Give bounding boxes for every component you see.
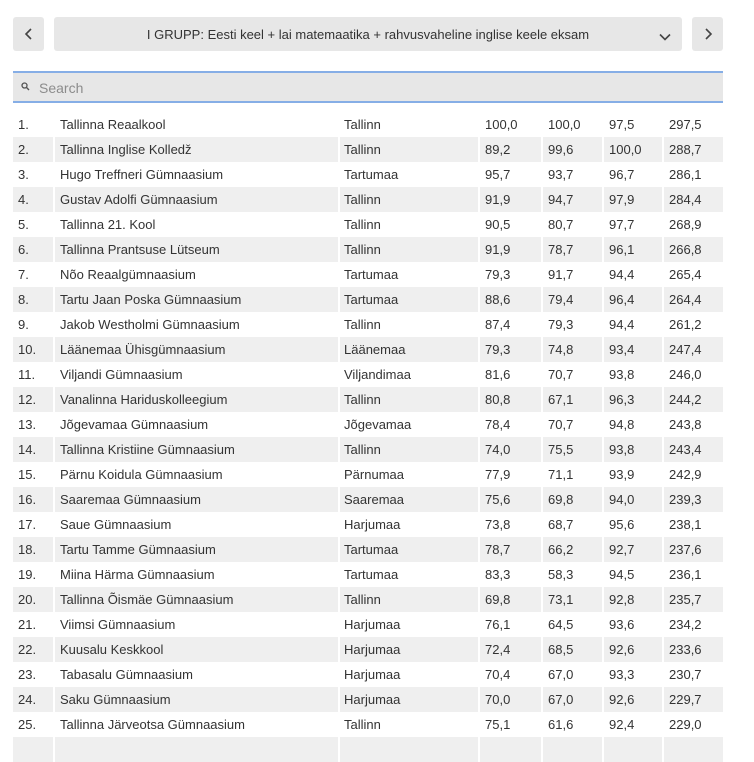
- table-row: [13, 112, 723, 137]
- estonian-score-cell: 79,3: [479, 337, 542, 362]
- estonian-score-cell: 73,8: [479, 512, 542, 537]
- school-name-cell: Nõo Reaalgümnaasium: [54, 262, 339, 287]
- table-row: [13, 587, 723, 612]
- total-score-cell: 236,1: [669, 567, 702, 582]
- county-cell: Tartumaa: [339, 262, 479, 287]
- math-score-cell: 91,7: [542, 262, 603, 287]
- math-score-cell: 61,6: [542, 712, 603, 737]
- table-row: [13, 312, 723, 337]
- estonian-score-cell: 70,4: [479, 662, 542, 687]
- math-score-cell: 99,6: [542, 137, 603, 162]
- county-cell: Tartumaa: [339, 537, 479, 562]
- math-score-cell: 78,7: [542, 237, 603, 262]
- estonian-score-cell: 70,0: [479, 687, 542, 712]
- math-score-cell: 74,8: [542, 337, 603, 362]
- english-score-cell: 92,6: [603, 637, 663, 662]
- total-score-cell: 237,6: [663, 537, 723, 562]
- table-row: [13, 712, 723, 737]
- english-score-cell: 93,8: [603, 362, 663, 387]
- math-score-cell: 66,2: [542, 537, 603, 562]
- county-cell: Viljandimaa: [339, 362, 479, 387]
- rank-cell: 13.: [13, 412, 54, 437]
- english-score-cell: 94,8: [603, 412, 663, 437]
- math-score-cell: 73,1: [542, 587, 603, 612]
- math-score-cell: 100,0: [542, 112, 603, 137]
- english-score-cell: 94,4: [603, 262, 663, 287]
- rank-cell: 21.: [13, 612, 54, 637]
- school-name-cell: Kuusalu Keskkool: [54, 637, 339, 662]
- table-row: [13, 262, 723, 287]
- county-cell: Tallinn: [339, 712, 479, 737]
- table-row: [13, 437, 723, 462]
- total-score-cell: 247,4: [663, 337, 723, 362]
- table-row: [13, 237, 723, 262]
- rank-cell: 17.: [13, 512, 54, 537]
- english-score-cell: 93,3: [603, 662, 663, 687]
- total-score-cell: 261,2: [669, 317, 702, 332]
- math-score-cell: 70,7: [542, 362, 603, 387]
- estonian-score-cell: 83,3: [479, 562, 542, 587]
- english-score-cell: 92,6: [603, 687, 663, 712]
- rank-cell: 4.: [13, 187, 54, 212]
- school-name-cell: Tallinna Reaalkool: [54, 112, 339, 137]
- school-name-cell: Miina Härma Gümnaasium: [54, 562, 339, 587]
- english-score-cell: 92,7: [603, 537, 663, 562]
- county-cell: Harjumaa: [339, 612, 479, 637]
- math-score-cell: 67,1: [542, 387, 603, 412]
- total-score-cell: 286,1: [669, 167, 702, 182]
- english-score-cell: 97,9: [603, 187, 663, 212]
- rank-cell: 11.: [13, 362, 54, 387]
- total-score-cell: 235,7: [663, 587, 723, 612]
- estonian-score-cell: 88,6: [479, 287, 542, 312]
- school-name-cell: Saku Gümnaasium: [54, 687, 339, 712]
- county-cell: Harjumaa: [339, 687, 479, 712]
- school-name-cell: Jakob Westholmi Gümnaasium: [54, 312, 339, 337]
- school-name-cell: Viljandi Gümnaasium: [54, 362, 339, 387]
- english-score-cell: 100,0: [603, 137, 663, 162]
- math-score-cell: 64,5: [542, 612, 603, 637]
- estonian-score-cell: 75,6: [479, 487, 542, 512]
- school-name-cell: Tallinna Järveotsa Gümnaasium: [54, 712, 339, 737]
- math-score-cell: 79,3: [542, 312, 603, 337]
- chevron-down-icon: [659, 29, 671, 44]
- estonian-score-cell: 95,7: [479, 162, 542, 187]
- school-name-cell: Saaremaa Gümnaasium: [54, 487, 339, 512]
- total-score-cell: 266,8: [663, 237, 723, 262]
- english-score-cell: 97,7: [603, 212, 663, 237]
- school-name-cell: Tartu Jaan Poska Gümnaasium: [54, 287, 339, 312]
- rank-cell: 5.: [13, 212, 54, 237]
- results-table-body: [13, 112, 723, 762]
- school-name-cell: Tallinna Kristiine Gümnaasium: [54, 437, 339, 462]
- school-name-cell: Tallinna Inglise Kolledž: [54, 137, 339, 162]
- county-cell: Tartumaa: [339, 162, 479, 187]
- math-score-cell: 67,0: [542, 662, 603, 687]
- total-score-cell: 238,1: [669, 517, 702, 532]
- rank-cell: 16.: [13, 487, 54, 512]
- chevron-right-icon: [703, 28, 713, 40]
- rank-cell: 8.: [13, 287, 54, 312]
- total-score-cell: 242,9: [669, 467, 702, 482]
- county-cell: Harjumaa: [339, 637, 479, 662]
- table-row: [13, 462, 723, 487]
- search-icon: [21, 78, 30, 96]
- school-name-cell: Tabasalu Gümnaasium: [54, 662, 339, 687]
- total-score-cell: 233,6: [663, 637, 723, 662]
- search-input[interactable]: [37, 77, 711, 99]
- english-score-cell: 97,5: [603, 112, 663, 137]
- english-score-cell: 94,0: [603, 487, 663, 512]
- total-score-cell: 234,2: [669, 617, 702, 632]
- table-row: [13, 287, 723, 312]
- math-score-cell: 94,7: [542, 187, 603, 212]
- total-score-cell: 239,3: [663, 487, 723, 512]
- rank-cell: 7.: [13, 262, 54, 287]
- math-score-cell: 80,7: [542, 212, 603, 237]
- rank-cell: 14.: [13, 437, 54, 462]
- math-score-cell: 58,3: [542, 562, 603, 587]
- math-score-cell: 67,0: [542, 687, 603, 712]
- table-row: [13, 337, 723, 362]
- estonian-score-cell: 89,2: [479, 137, 542, 162]
- county-cell: Pärnumaa: [339, 462, 479, 487]
- total-score-cell: 268,9: [669, 217, 702, 232]
- county-cell: Harjumaa: [339, 512, 479, 537]
- rank-cell: 22.: [13, 637, 54, 662]
- school-name-cell: Tallinna 21. Kool: [54, 212, 339, 237]
- total-score-cell: 297,5: [669, 117, 702, 132]
- table-row: [13, 487, 723, 512]
- table-row: [13, 162, 723, 187]
- estonian-score-cell: 80,8: [479, 387, 542, 412]
- estonian-score-cell: 78,7: [479, 537, 542, 562]
- rank-cell: 20.: [13, 587, 54, 612]
- school-name-cell: Tartu Tamme Gümnaasium: [54, 537, 339, 562]
- english-score-cell: 95,6: [603, 512, 663, 537]
- rank-cell: 23.: [13, 662, 54, 687]
- math-score-cell: 69,8: [542, 487, 603, 512]
- estonian-score-cell: 69,8: [479, 587, 542, 612]
- english-score-cell: 93,4: [603, 337, 663, 362]
- math-score-cell: 68,5: [542, 637, 603, 662]
- prev-group-button[interactable]: [13, 17, 44, 51]
- total-score-cell: 243,4: [663, 437, 723, 462]
- school-name-cell: Hugo Treffneri Gümnaasium: [54, 162, 339, 187]
- county-cell: Tallinn: [339, 212, 479, 237]
- county-cell: Tallinn: [339, 312, 479, 337]
- english-score-cell: 93,9: [603, 462, 663, 487]
- school-name-cell: Saue Gümnaasium: [54, 512, 339, 537]
- estonian-score-cell: 76,1: [479, 612, 542, 637]
- math-score-cell: 71,1: [542, 462, 603, 487]
- total-score-cell: 229,0: [669, 717, 702, 732]
- estonian-score-cell: 72,4: [479, 637, 542, 662]
- county-cell: Tallinn: [339, 587, 479, 612]
- table-row: [13, 212, 723, 237]
- school-name-cell: Vanalinna Hariduskolleegium: [54, 387, 339, 412]
- county-cell: Tallinn: [339, 187, 479, 212]
- table-row: [13, 662, 723, 687]
- rank-cell: 25.: [13, 712, 54, 737]
- search-bar: [13, 71, 723, 103]
- county-cell: Tallinn: [339, 237, 479, 262]
- table-row: [13, 137, 723, 162]
- table-row: [13, 387, 723, 412]
- estonian-score-cell: 74,0: [479, 437, 542, 462]
- estonian-score-cell: 79,3: [479, 262, 542, 287]
- total-score-cell: 244,2: [663, 387, 723, 412]
- rank-cell: 15.: [13, 462, 54, 487]
- total-score-cell: 265,4: [669, 267, 702, 282]
- total-score-cell: 264,4: [663, 287, 723, 312]
- estonian-score-cell: 81,6: [479, 362, 542, 387]
- rank-cell: 9.: [13, 312, 54, 337]
- estonian-score-cell: 90,5: [479, 212, 542, 237]
- county-cell: Tartumaa: [339, 287, 479, 312]
- english-score-cell: 94,4: [603, 312, 663, 337]
- table-row: [13, 512, 723, 537]
- table-row: [13, 362, 723, 387]
- english-score-cell: 93,6: [603, 612, 663, 637]
- table-row: [13, 612, 723, 637]
- total-score-cell: 229,7: [663, 687, 723, 712]
- county-cell: Tallinn: [339, 437, 479, 462]
- table-row: [13, 537, 723, 562]
- school-name-cell: Pärnu Koidula Gümnaasium: [54, 462, 339, 487]
- total-score-cell: 288,7: [663, 137, 723, 162]
- chevron-left-icon: [24, 28, 34, 40]
- next-group-button[interactable]: [692, 17, 723, 51]
- school-name-cell: Tallinna Õismäe Gümnaasium: [54, 587, 339, 612]
- table-row: [13, 687, 723, 712]
- english-score-cell: 96,4: [603, 287, 663, 312]
- county-cell: Jõgevamaa: [339, 412, 479, 437]
- estonian-score-cell: 91,9: [479, 187, 542, 212]
- math-score-cell: 70,7: [542, 412, 603, 437]
- english-score-cell: 96,1: [603, 237, 663, 262]
- rank-cell: 10.: [13, 337, 54, 362]
- results-table: [13, 112, 723, 762]
- english-score-cell: 92,8: [603, 587, 663, 612]
- estonian-score-cell: 100,0: [479, 112, 542, 137]
- total-score-cell: 246,0: [669, 367, 702, 382]
- rank-cell: 3.: [13, 162, 54, 187]
- english-score-cell: 92,4: [603, 712, 663, 737]
- group-select-value: I GRUPP: Eesti keel + lai matemaatika + rahvusvaheline inglise keele eksam: [146, 26, 590, 42]
- table-row: [13, 562, 723, 587]
- estonian-score-cell: 75,1: [479, 712, 542, 737]
- math-score-cell: 75,5: [542, 437, 603, 462]
- estonian-score-cell: 78,4: [479, 412, 542, 437]
- table-row: [13, 412, 723, 437]
- school-name-cell: Viimsi Gümnaasium: [54, 612, 339, 637]
- rank-cell: 6.: [13, 237, 54, 262]
- county-cell: Läänemaa: [339, 337, 479, 362]
- total-score-cell: 284,4: [663, 187, 723, 212]
- rank-cell: 1.: [13, 112, 54, 137]
- estonian-score-cell: 87,4: [479, 312, 542, 337]
- school-name-cell: Läänemaa Ühisgümnaasium: [54, 337, 339, 362]
- rank-cell: 2.: [13, 137, 54, 162]
- english-score-cell: 96,3: [603, 387, 663, 412]
- math-score-cell: 93,7: [542, 162, 603, 187]
- county-cell: Tallinn: [339, 137, 479, 162]
- school-name-cell: Jõgevamaa Gümnaasium: [54, 412, 339, 437]
- rank-cell: 19.: [13, 562, 54, 587]
- total-score-cell: 230,7: [669, 667, 702, 682]
- total-score-cell: 243,8: [669, 417, 702, 432]
- estonian-score-cell: 77,9: [479, 462, 542, 487]
- table-row: [13, 637, 723, 662]
- group-select[interactable]: [54, 17, 682, 51]
- math-score-cell: 79,4: [542, 287, 603, 312]
- rank-cell: 24.: [13, 687, 54, 712]
- school-name-cell: Gustav Adolfi Gümnaasium: [54, 187, 339, 212]
- english-score-cell: 94,5: [603, 562, 663, 587]
- rank-cell: 12.: [13, 387, 54, 412]
- math-score-cell: 68,7: [542, 512, 603, 537]
- school-name-cell: Tallinna Prantsuse Lütseum: [54, 237, 339, 262]
- county-cell: Tallinn: [339, 112, 479, 137]
- estonian-score-cell: 91,9: [479, 237, 542, 262]
- county-cell: Tallinn: [339, 387, 479, 412]
- table-row: [13, 187, 723, 212]
- english-score-cell: 96,7: [603, 162, 663, 187]
- county-cell: Tartumaa: [339, 562, 479, 587]
- english-score-cell: 93,8: [603, 437, 663, 462]
- county-cell: Saaremaa: [339, 487, 479, 512]
- rank-cell: 18.: [13, 537, 54, 562]
- county-cell: Harjumaa: [339, 662, 479, 687]
